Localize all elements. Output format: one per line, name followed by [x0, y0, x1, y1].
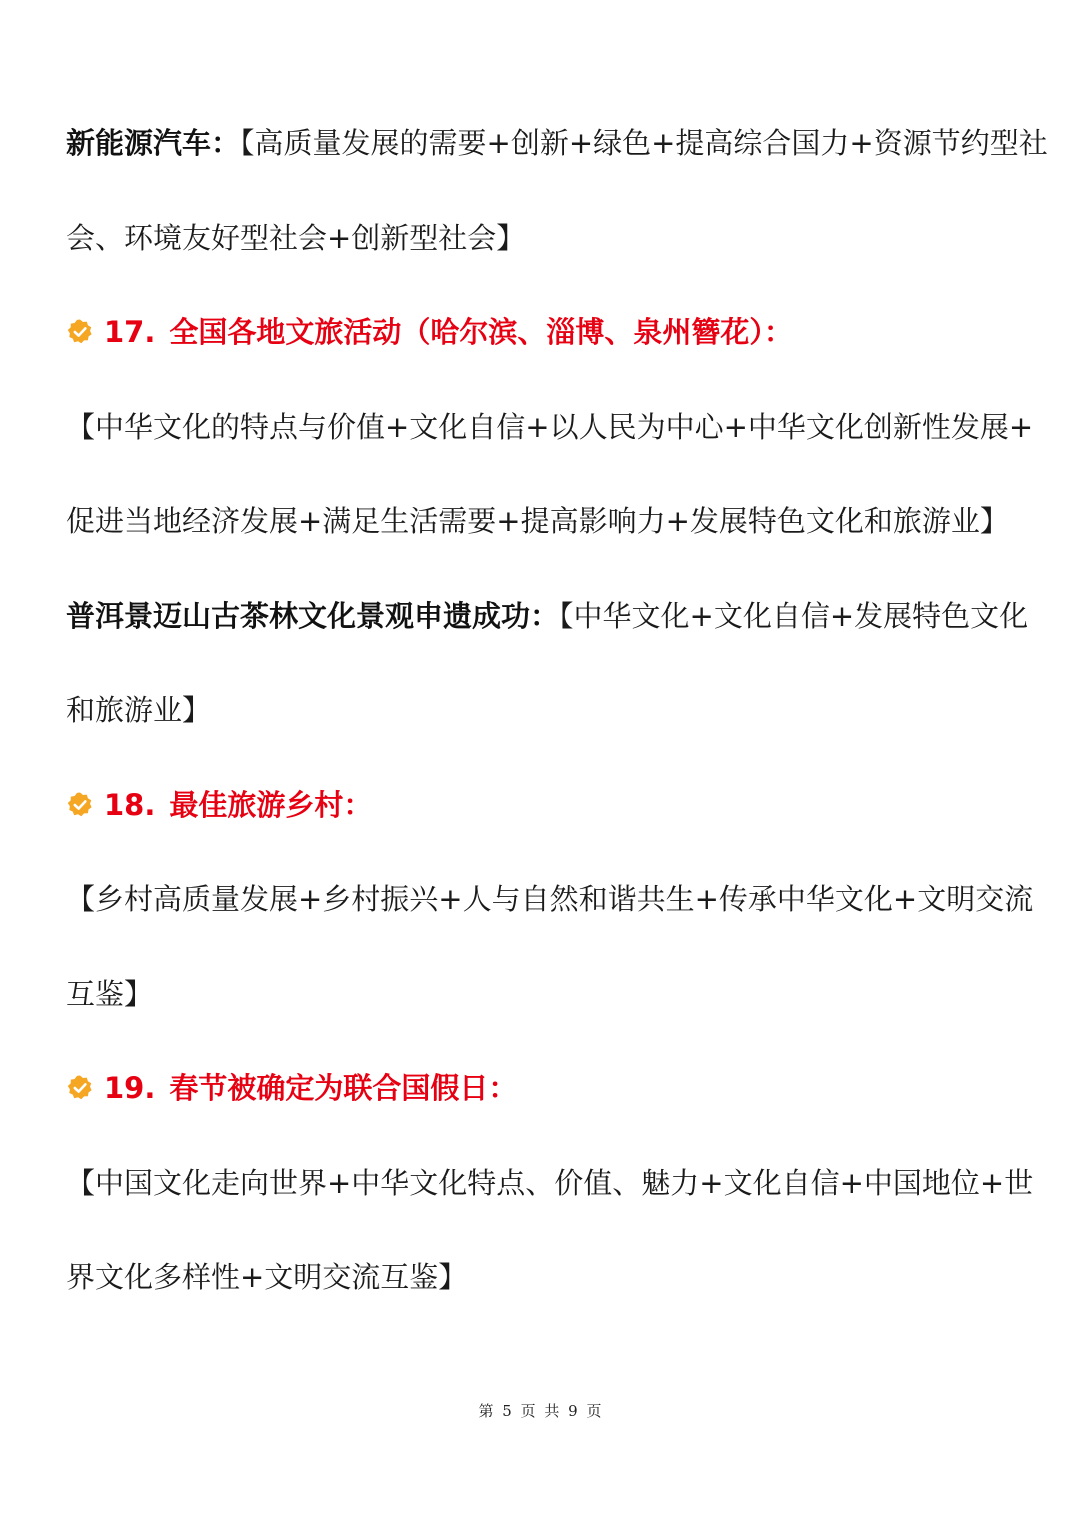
item-18-number: 18.: [104, 787, 156, 822]
item-18-heading: [66, 758, 1026, 853]
puer-line-1: [66, 569, 1029, 664]
item-19-line-1: 【中国文化走向世界+中华文化特点、价值、魅力+文化自信+中国地位+世: [66, 1165, 1034, 1200]
item-17-line-2: 促进当地经济发展+满足生活需要+提高影响力+发展特色文化和旅游业】: [66, 504, 1009, 538]
item-19-number: 19.: [104, 1071, 156, 1105]
verified-badge-icon: [66, 318, 94, 346]
item-19-line-2: 界文化多样性+文明交流互鉴】: [66, 1260, 468, 1294]
puer-line-2: 和旅游业】: [66, 693, 212, 727]
puer-text-1: 【中华文化+文化自信+发展特色文化: [559, 598, 1029, 633]
ev-cars-title: 新能源汽车：: [66, 126, 241, 160]
ev-cars-line-1: [66, 96, 1048, 191]
puer-title: 普洱景迈山古茶林文化景观申遗成功：: [66, 598, 560, 633]
ev-cars-text-1: 【高质量发展的需要+创新+绿色+提高综合国力+资源节约型社: [240, 126, 1048, 160]
item-18-line-1: 【乡村高质量发展+乡村振兴+人与自然和谐共生+传承中华文化+文明交流: [66, 882, 1034, 916]
item-18-line-2: 互鉴】: [66, 976, 154, 1011]
verified-badge-icon: [66, 791, 94, 819]
page-footer: 第 5 页 共 9 页: [478, 1402, 602, 1420]
item-17-line-1: 【中华文化的特点与价值+文化自信+以人民为中心+中华文化创新性发展+: [66, 409, 1034, 444]
verified-badge-icon: [66, 1074, 94, 1102]
item-19-heading: [66, 1041, 1026, 1136]
item-17-number: 17.: [104, 315, 156, 349]
document-body: [66, 96, 1048, 1325]
item-19-title: 春节被确定为联合国假日：: [169, 1071, 518, 1105]
item-17-title: 全国各地文旅活动（哈尔滨、淄博、泉州簪花）：: [169, 315, 793, 349]
item-18-title: 最佳旅游乡村：: [169, 787, 373, 822]
ev-cars-line-2: 会、环境友好型社会+创新型社会】: [66, 220, 526, 255]
item-17-heading: [66, 285, 1026, 380]
